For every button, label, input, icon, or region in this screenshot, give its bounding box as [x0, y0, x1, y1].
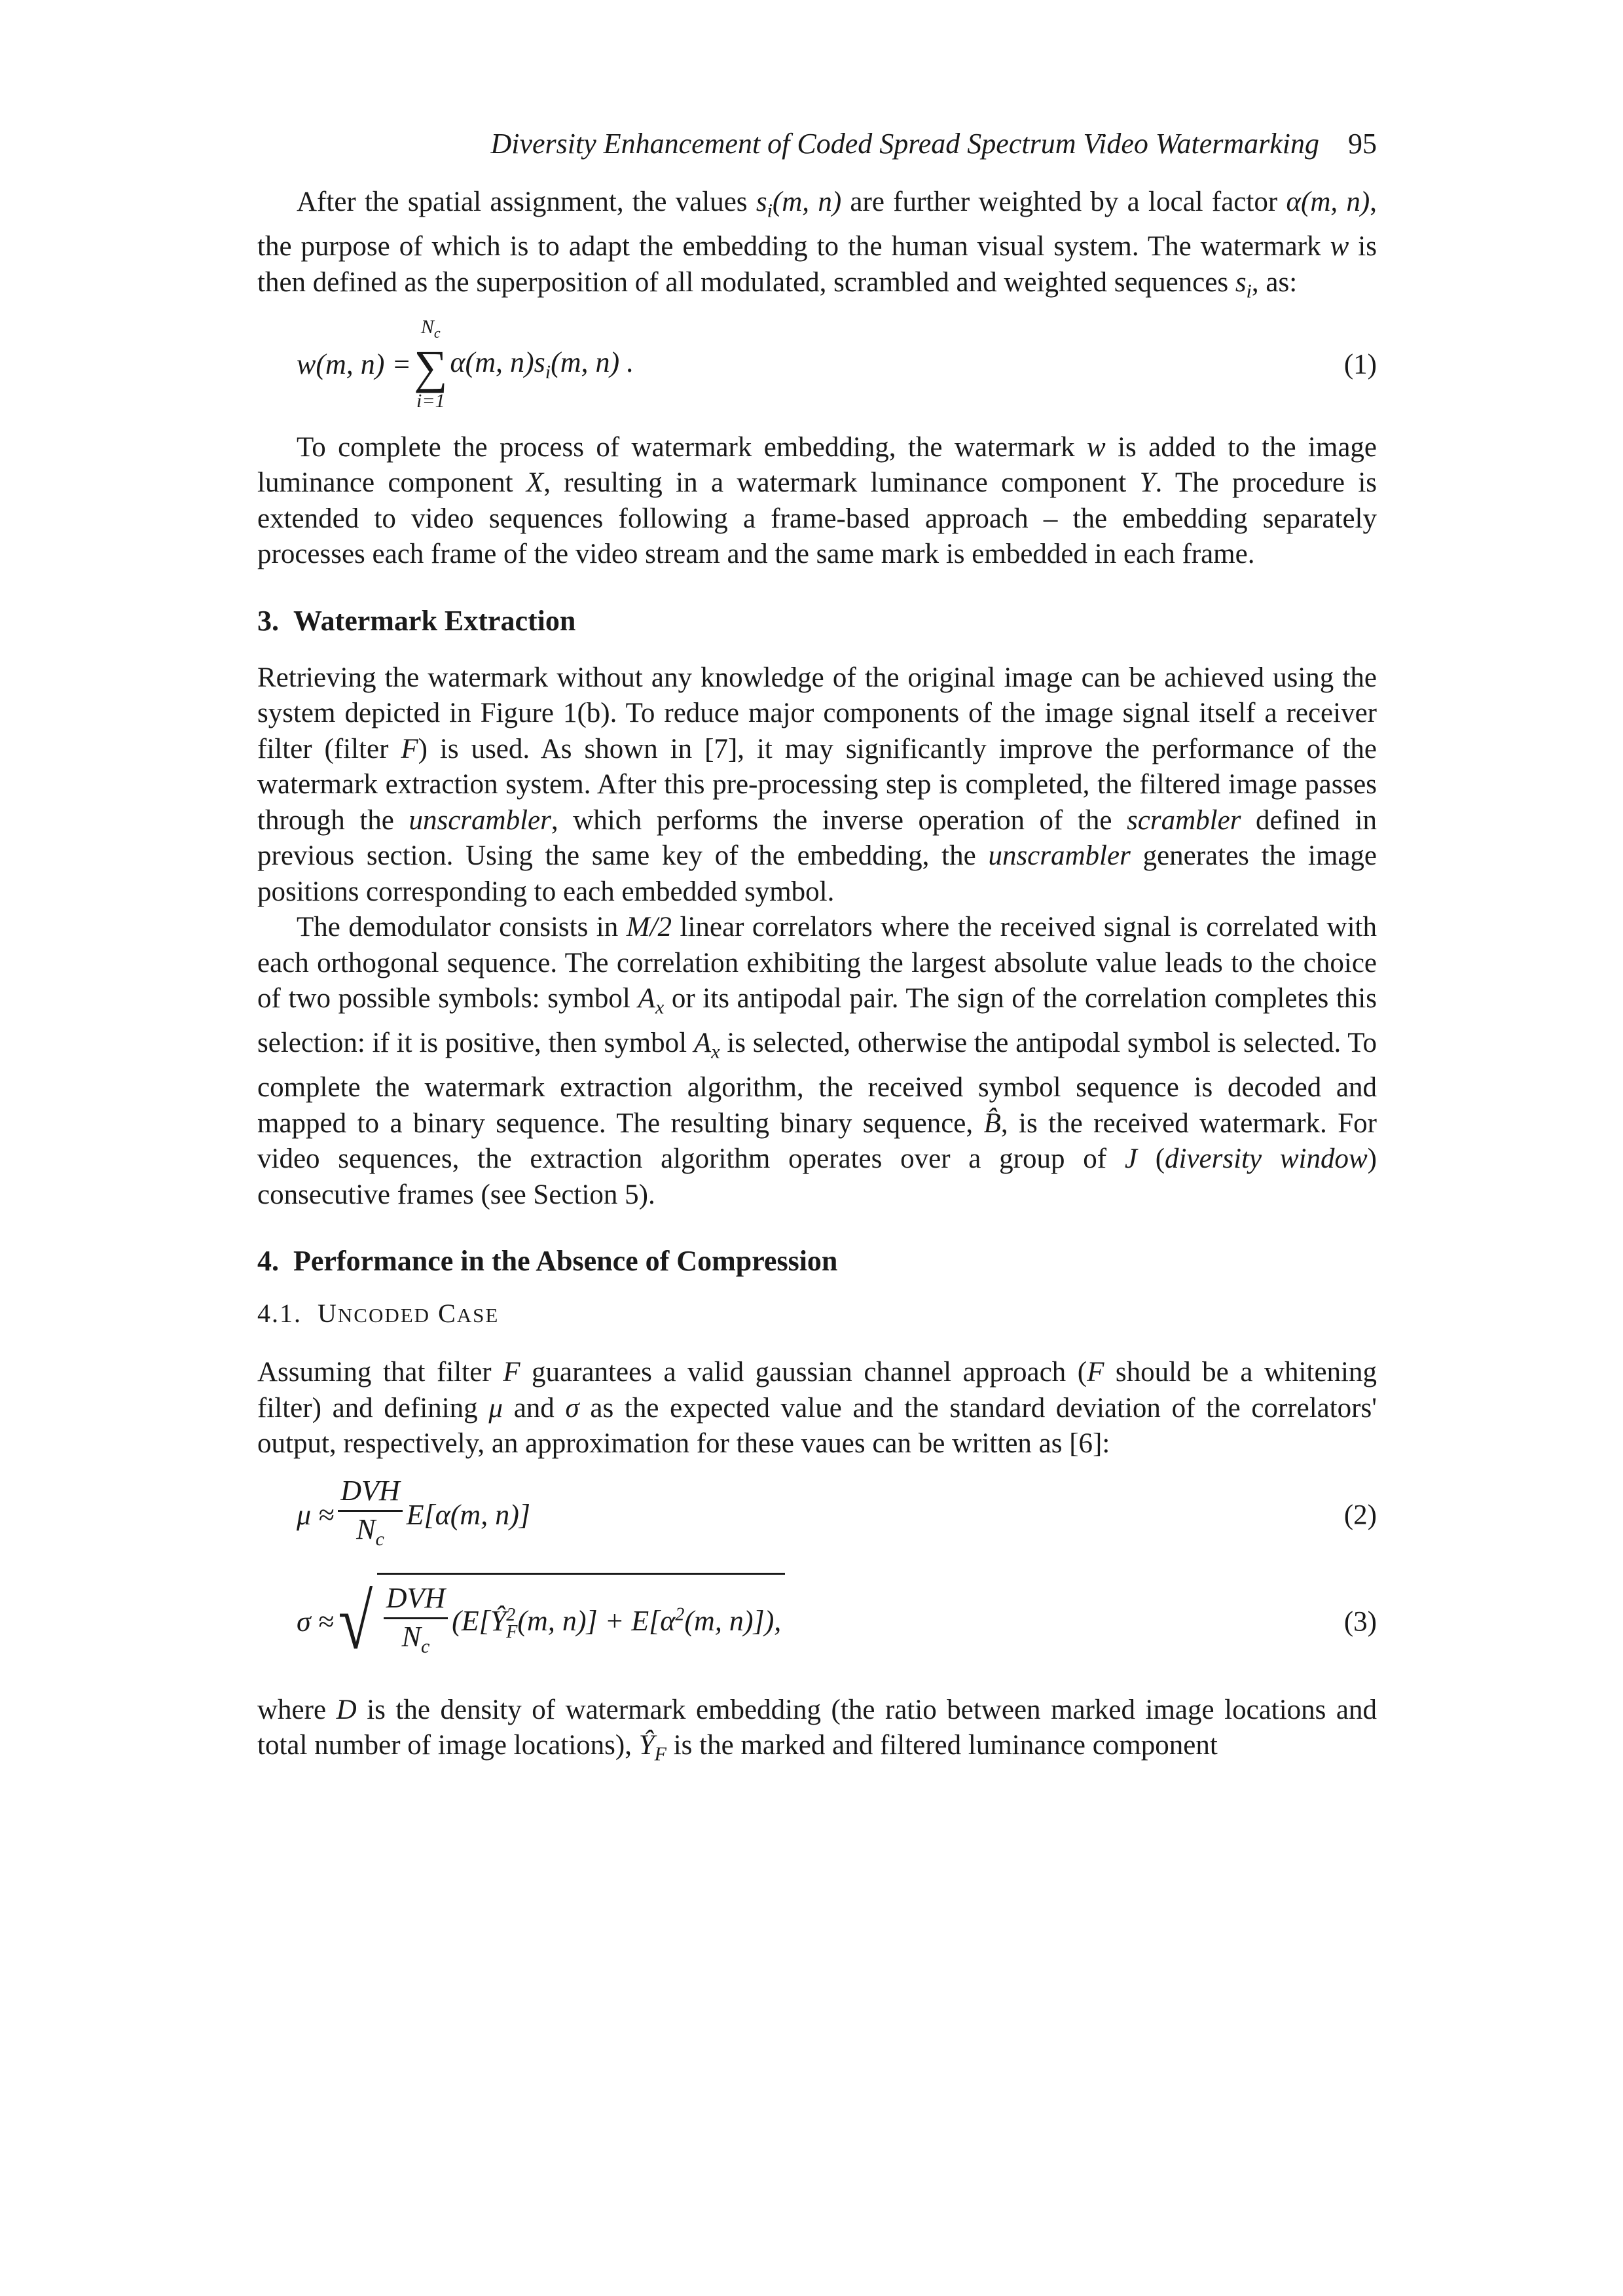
- math: $s_i$: [1235, 266, 1252, 302]
- numerator: DVH: [384, 1581, 448, 1619]
- sum-upper-limit: $N_c$: [420, 316, 441, 342]
- radical-sign: √: [338, 1577, 373, 1665]
- text: are further weighted by a local factor: [841, 187, 1286, 217]
- paragraph-spatial-assignment: [257, 185, 1377, 310]
- equation-number: (3): [1343, 1606, 1377, 1638]
- eq3-lhs: σ ≈: [297, 1605, 334, 1638]
- equation-1-body: [297, 315, 634, 414]
- paragraph-density: where D is the density of watermark embedding (the ratio between marked image locations and total number of image locations), $Ŷ_F$ is the marked and filtered luminance component: [257, 1694, 1377, 1765]
- denominator: $N_c$: [401, 1621, 430, 1658]
- section-heading-3: 3. Watermark Extraction: [257, 604, 576, 637]
- running-header: [257, 118, 1377, 170]
- eq2-lhs: μ ≈: [297, 1499, 335, 1532]
- paragraph-gaussian-channel: Assuming that filter F guarantees a valid gaussian channel approach (F should be a whitening filter) and defining μ and σ as the expected value and the standard deviation of the correlators' output, respectively, an approximation for these vaues can be written as [6]:: [257, 1357, 1377, 1460]
- equation-number: (2): [1343, 1499, 1377, 1531]
- eq1-rhs: α(m, $n)s_i(m$, n) .: [450, 346, 634, 383]
- eq3-rhs: (E[Ŷ 2 F (m, $n)] + E[\alpha^2(m$, n)]),: [452, 1604, 782, 1643]
- denominator: $N_c$: [356, 1513, 384, 1550]
- fraction: [338, 1473, 402, 1557]
- paragraph-demodulator: The demodulator consists in M/2 linear correlators where the received signal is correlated with each orthogonal sequence. The correlation exhibiting the largest absolute value leads to the choice of two possible symbols: symbol $A_x$ or its antipodal pair. The sign of the correlation completes this selection: if it is positive, then symbol $A_x$ is selected, otherwise the antipodal symbol is selected. To complete the watermark extraction algorithm, the received symbol sequence is decoded and mapped to a binary sequence. The resulting binary sequence, B̂, is the received watermark. For video sequences, the extraction algorithm operates over a group of J (diversity window) consecutive frames (see Section 5).: [257, 912, 1377, 1210]
- paragraph-retrieving: Retrieving the watermark without any knowledge of the original image can be achieved using the system depicted in Figure 1(b). To reduce major components of the image signal itself a receiver filter (filter F) is used. As shown in [7], it may significantly improve the performance of the watermark extraction system. After this pre-processing step is completed, the filtered image passes through the unscrambler, which performs the inverse operation of the scrambler defined in previous section. Using the same key of the embedding, the unscrambler generates the image positions corresponding to each embedded symbol.: [257, 662, 1377, 907]
- square-root: [334, 1573, 785, 1671]
- text: is then defined as the superposition of all modulated, scrambled and weighted sequences: [257, 231, 1377, 298]
- numerator: DVH: [338, 1473, 402, 1512]
- math: w: [1330, 231, 1349, 262]
- equation-3: [257, 1564, 1377, 1679]
- eq2-rhs: E[α(m, n)]: [406, 1499, 530, 1532]
- paragraph-embedding-process: To complete the process of watermark embedding, the watermark w is added to the image luminance component X, resulting in a watermark luminance component Y. The procedure is extended to video sequences following a frame-based approach – the embedding separately processes each frame of the video stream and the same mark is embedded in each frame.: [257, 431, 1377, 570]
- equation-number: (1): [1343, 349, 1377, 380]
- summation: [414, 315, 447, 414]
- subsection-heading-4-1: 4.1. UNCODED CASE: [257, 1299, 500, 1329]
- fraction: [384, 1581, 448, 1664]
- text: , the purpose of which is to adapt the embedding to the human visual system. The watermark: [257, 187, 1377, 262]
- equation-3-body: [297, 1564, 785, 1679]
- page-number: 95: [1348, 128, 1377, 160]
- running-title: Diversity Enhancement of Coded Spread Spectrum Video Watermarking: [490, 128, 1319, 160]
- section-heading-4: 4. Performance in the Absence of Compression: [257, 1245, 838, 1278]
- sum-lower-limit: i=1: [416, 390, 445, 412]
- radicand: [377, 1573, 786, 1671]
- sigma-symbol: ∑: [414, 341, 448, 394]
- math: α(m, n): [1286, 187, 1370, 217]
- text: , as:: [1251, 266, 1298, 298]
- equation-1: [257, 315, 1377, 414]
- equation-2: [257, 1466, 1377, 1564]
- paper-page: [257, 118, 1377, 1772]
- eq1-lhs: w(m, n) =: [297, 348, 412, 381]
- equation-2-body: [297, 1466, 530, 1564]
- text: After the spatial assignment, the values: [297, 187, 756, 217]
- math: $s_i(m$, n): [756, 187, 842, 222]
